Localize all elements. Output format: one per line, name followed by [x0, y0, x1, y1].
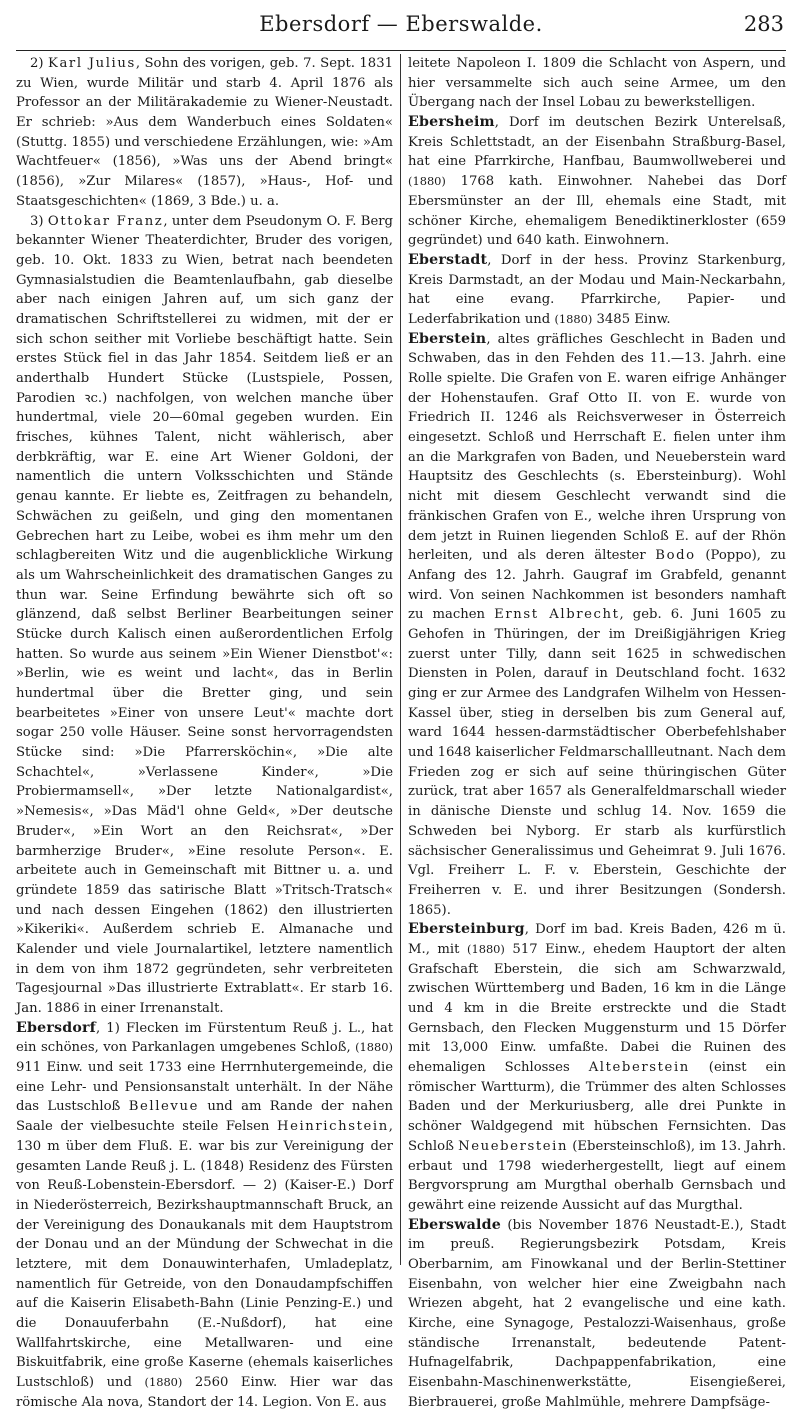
entry-text: leitete Napoleon I. 1809 die Schlacht von Aspern, und hier versammelte sich auch seine Armee, um den Übergang nach der Insel Lobau zu bewerkstelligen. — [408, 56, 786, 111]
entry-headword: Ebersteinburg — [408, 921, 525, 938]
running-head: Ebersdorf — Eberswalde. — [259, 12, 543, 36]
entry-text: (1880) — [467, 941, 505, 956]
dictionary-entry — [408, 113, 786, 251]
entry-text: , altes gräfliches Geschlecht in Baden und Schwaben, das in den Fehden des 11.—13. Jahrh. eine Rolle spielte. Die Grafen von E. waren eifrige Anhänger der Hohenstaufen. Graf Otto II. von E. wurde von Friedrich II. 1246 als Reichsverweser in Österreich eingesetzt. Schloß und Herrschaft E. fielen unter ihm an die Markgrafen von Baden, und Neueberstein ward Hauptsitz des Geschlechts (s. Ebersteinburg). Wohl nicht mit diesem Geschlecht verwandt sind die fränkischen Grafen von E., welche ihren Ursprung von dem jetzt in Ruinen liegenden Schloß E. auf der Rhön herleiten, und als deren ältester — [408, 331, 786, 564]
entry-text: , Dorf im deutschen Bezirk Unterelsaß, Kreis Schlettstadt, an der Eisenbahn Straßburg-Basel, hat eine Pfarrkirche, Hanfbau, Baumwollweberei und — [408, 115, 786, 170]
spaced-name: Neueberstein — [458, 1138, 569, 1154]
entry-headword: Eberstadt — [408, 251, 488, 268]
entry-text: , 1) Flecken im Fürstentum Reuß j. L., hat ein schönes, von Parkanlagen umgebenes Schloß, — [16, 1020, 393, 1056]
entry-text: (1880) — [554, 311, 593, 326]
entry-text: , 130 m über dem Fluß. E. war bis zur Vereinigung der gesamten Lande Reuß j. L. (1848) Residenz des Fürsten von Reuß-Lobenstein-Ebersdorf. — 2) (Kaiser-E.) Dorf in Niederösterreich, Bezirkshauptmannschaft Bruck, an der Vereinigung des Donaukanals mit dem Hauptstrom der Donau und an der Mündung der Schwechat in die letztere, mit dem Donauwinterhafen, Umladeplatz, namentlich für Getreide, von den Donaudampfschiffen auf die Kaiserin Elisabeth-Bahn (Linie Penzing-E.) und die Donauuferbahn (E.-Nußdorf), hat eine Wallfahrtskirche, eine Metallwaren- und eine Biskuitfabrik, eine große Kaserne (ehemals kaiserliches Lustschloß) und — [16, 1119, 393, 1391]
entry-text: (bis November 1876 Neustadt-E.), Stadt im preuß. Regierungsbezirk Potsdam, Kreis Oberbarnim, am Finowkanal und der Berlin-Stettiner Eisenbahn, von welcher hier eine Zweigbahn nach Wriezen abgeht, hat 2 evangelische und eine kath. Kirche, eine Synagoge, Pestalozzi-Waisenhaus, große ständische Irrenanstalt, bedeutende Patent-Hufnagelfabrik, Dachpappenfabrikation, eine Eisenbahn-Maschinenwerkstätte, Eisengießerei, Bierbrauerei, große Mahlmühle, mehrere Dampfsäge- — [408, 1217, 786, 1410]
entry-text: 2) — [30, 56, 49, 71]
dictionary-entry — [408, 54, 786, 113]
entry-text: , geb. 6. Juni 1605 zu Gehofen in Thüringen, der im Dreißigjährigen Krieg zuerst unter Tilly, dann seit 1625 in schwedischen Diensten in Polen, darauf in Deutschland focht. 1632 ging er zur Armee des Landgrafen Wilhelm von Hessen-Kassel über, stieg in derselben bis zum General auf, ward 1644 hessen-darmstädtischer Oberbefehlshaber und 1648 kaiserlicher Feldmarschallleutnant. Nach dem Frieden zog er sich auf seine thüringischen Güter zurück, trat aber 1657 als Generalfeldmarschall wieder in dänische Dienste und schlug 14. Nov. 1659 die Schweden bei Nyborg. Er starb als kurfürstlich sächsischer Generalissimus und Geheimrat 9. Juli 1676. Vgl. Freiherr L. F. v. Eberstein, Geschichte der Freiherren v. E. und ihrer Besitzungen (Sondersh. 1865). — [408, 607, 787, 918]
entry-text: (Poppo), zu Anfang des 12. Jahrh. Gaugraf im Grabfeld, genannt wird. Von seinen Nachkommen ist besonders namhaft zu machen — [408, 548, 786, 623]
entry-text: 3485 Einw. — [592, 311, 671, 327]
text-columns — [16, 54, 787, 1410]
dictionary-entry — [408, 1216, 786, 1412]
spaced-name: Ottokar Franz — [47, 213, 164, 229]
right-column — [401, 54, 787, 1410]
dictionary-entry — [408, 330, 786, 921]
sub-entry-paragraph — [16, 212, 393, 1019]
dictionary-entry — [408, 920, 786, 1215]
entry-text: (1880) — [144, 1375, 183, 1390]
entry-text: (1880) — [408, 174, 446, 189]
entry-headword: Ebersheim — [408, 114, 495, 131]
page-number: 283 — [743, 12, 784, 36]
entry-text: (1880) — [355, 1040, 393, 1055]
entry-text: , Sohn des vorigen, geb. 7. Sept. 1831 zu Wien, wurde Militär und starb 4. April 1876 als Professor an der Militärakademie zu Wiener-Neustadt. Er schrieb: »Aus dem Wanderbuch eines Soldaten« (Stuttg. 1855) und verschiedene Erzählungen, wie: »Am Wachtfeuer« (1856), »Was uns der Abend bringt« (1856), »Zur Milares« (1857), »Haus-, Hof- und Staatsgeschichten« (1869, 3 Bde.) u. a. — [16, 56, 393, 209]
page-header — [16, 4, 786, 51]
sub-entry-paragraph — [16, 54, 393, 212]
spaced-name: Bodo — [655, 548, 696, 564]
entry-text: 911 Einw. und seit 1733 eine Herrnhutergemeinde, die eine Lehr- und Pensionsanstalt unterhält. In der Nähe das Lustschloß — [16, 1060, 393, 1115]
entry-text: 517 Einw., ehedem Hauptort der alten Grafschaft Eberstein, die sich am Schwarzwald, zwischen Württemberg und Baden, 16 km in die Länge und 4 km in die Breite erstreckte und die Stadt Gernsbach, den Flecken Muggensturm und 15 Dörfer mit 13,000 Einw. umfaßte. Dabei die Ruinen des ehemaligen Schlosses — [408, 941, 786, 1076]
dictionary-entry — [16, 1019, 393, 1412]
entry-text: 1768 kath. Einwohner. Nahebei das Dorf Ebersmünster an der Ill, ehemals eine Stadt, mit schöner Kirche, ehemaligem Benediktinerkloster (659 gegründet) und 640 kath. Einwohnern. — [408, 174, 786, 249]
entry-text: und am Rande der nahen Saale der vielbesuchte steile Felsen — [16, 1099, 393, 1135]
spaced-name: Ernst Albrecht — [494, 607, 620, 623]
entry-text: 2560 Einw. Hier war das römische Ala nova, Standort der 14. Legion. Von E. aus — [16, 1375, 394, 1410]
dictionary-entry — [408, 251, 786, 330]
entry-headword: Eberstein — [408, 330, 487, 347]
entry-text: 3) — [30, 213, 48, 229]
entry-text: (einst ein römischer Wartturm), die Trümmer des alten Schlosses Baden und der Merkuriusberg, alle drei Punkte in schöner Waldgegend mit hübschen Fernsichten. Das Schloß — [408, 1060, 786, 1154]
spaced-name: Bellevue — [128, 1099, 199, 1115]
entry-text: , Dorf im bad. Kreis Baden, 426 m ü. M., mit — [408, 922, 786, 957]
entry-text: , unter dem Pseudonym O. F. Berg bekannter Wiener Theaterdichter, Bruder des vorigen, geb. 10. Okt. 1833 zu Wien, betrat nach beendeten Gymnasialstudien die Beamtenlaufbahn, gab dieselbe aber nach einigen Jahren auf, um sich ganz der dramatischen Schriftstellerei zu widmen, mit der er sich schon seither mit Vorliebe beschäftigt hatte. Sein erstes Stück fiel in das Jahr 1854. Seitdem ließ er an anderthalb Hundert Stücke (Lustspiele, Possen, Parodien ꝛc.) nachfolgen, von welchen manche über hundertmal, viele 20—60mal gegeben wurden. Ein frisches, kühnes Talent, nicht wählerisch, aber derbkräftig, war E. eine Art Wiener Goldoni, der namentlich die untern Volksschichten und Stände genau kannte. Er liebte es, Zeitfragen zu behandeln, Schwächen zu geißeln, und ging den momentanen Gebrechen hart zu Leibe, wobei es ihm mehr um den schlagbereiten Witz und die augenblickliche Wirkung als um Wahrscheinlichkeit des dramatischen Ganges zu thun war. Seine Erfindung bewährte sich oft so glänzend, daß selbst Berliner Bearbeitungen seiner Stücke durch Kalisch einen außerordentlichen Erfolg hatten. So wurde aus seinem »Ein Wiener Dienstbot'«: »Berlin, wie es weint und lacht«, das in Berlin hundertmal über die Bretter ging, und sein bearbeitetes »Einer von unsere Leut'« machte dort sogar 250 volle Häuser. Seine sonst hervorragendsten Stücke sind: »Die Pfarrersköchin«, »Die alte Schachtel«, »Verlassene Kinder«, »Die Probiermamsell«, »Der letzte Nationalgardist«, »Nemesis«, »Das Mäd'l ohne Geld«, »Der deutsche Bruder«, »Ein Wort an den Reichsrat«, »Der barmherzige Bruder«, »Eine resolute Person«. E. arbeitete auch in Gemeinschaft mit Bittner u. a. und gründete 1859 das satirische Blatt »Tritsch-Tratsch« und nach dessen Eingehen (1862) den illustrierten »Kikeriki«. Außerdem schrieb E. Almanache und Kalender und viele Journalartikel, letztere namentlich in dem von ihm 1872 gegründeten, sehr verbreiteten Tagesjournal »Das illustrierte Extrablatt«. Er starb 16. Jan. 1886 in einer Irrenanstalt. — [16, 213, 393, 1016]
spaced-name: Heinrichstein — [276, 1119, 389, 1135]
entry-headword: Eberswalde — [408, 1216, 501, 1233]
spaced-name: Karl Julius — [48, 56, 136, 71]
entry-text: , Dorf in der hess. Provinz Starkenburg, Kreis Darmstadt, an der Modau und Main-Neckarbahn, hat eine evang. Pfarrkirche, Papier- und Lederfabrikation und — [408, 252, 786, 327]
spaced-name: Alteberstein — [588, 1060, 690, 1076]
left-column — [16, 54, 401, 1410]
entry-text: (Ebersteinschloß), im 13. Jahrh. erbaut und 1798 wiederhergestellt, liegt auf einem Bergvorsprung am Murgthal oberhalb Gernsbach und gewährt eine reizende Aussicht auf das Murgthal. — [408, 1138, 787, 1213]
entry-headword: Ebersdorf — [16, 1019, 96, 1036]
